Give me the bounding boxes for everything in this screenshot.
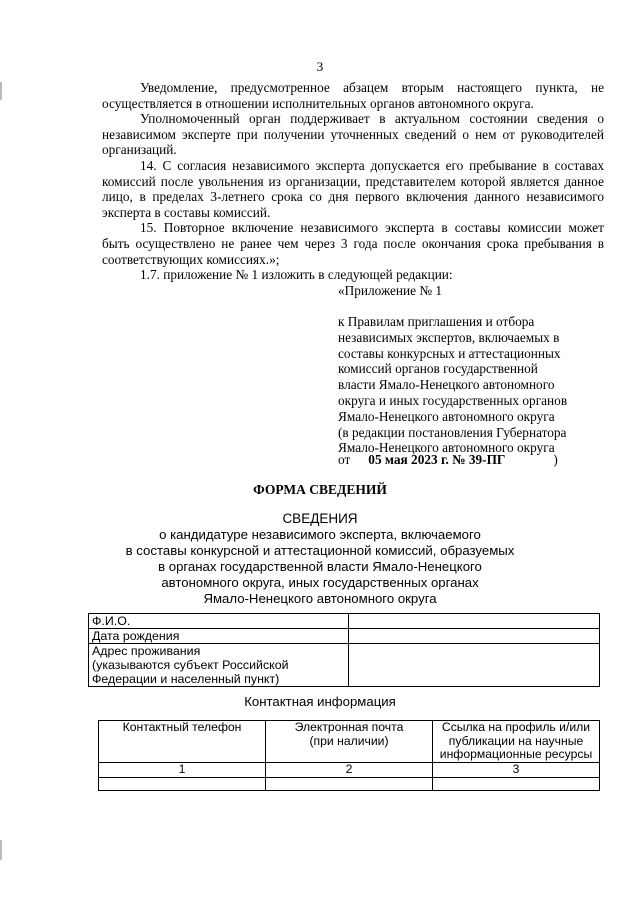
date-close: ) (553, 452, 558, 467)
appendix-line: к Правилам приглашения и отбора (338, 314, 535, 329)
personal-info-table (88, 613, 600, 687)
appendix-line: власти Ямало-Ненецкого автономного (338, 377, 555, 393)
appendix-line: округа и иных государственных органов (338, 392, 568, 408)
appendix-line: (в редакции постановления Губернатора (338, 424, 567, 440)
table-cell (266, 777, 433, 790)
subtitle-line: в составы конкурсной и аттестационной комиссий, образуемых (125, 543, 515, 558)
column-number: 3 (433, 763, 600, 778)
table-row (89, 644, 600, 687)
appendix-line: комиссий органов государственной (338, 361, 538, 377)
header-line: (при наличии) (309, 733, 389, 748)
label-line: Федерации и населенный пункт) (92, 672, 280, 686)
row-label: Дата рождения (89, 629, 349, 644)
row-value (349, 644, 600, 687)
header-line: Электронная почта (294, 720, 404, 734)
paragraph: Уведомление, предусмотренное абзацем вторым настоящего пункта, не осуществляется в отношении исполнительных органов автономного округа. (102, 80, 604, 111)
label-line: (указываются субъект Российской (92, 658, 289, 672)
subtitle-line: Ямало-Ненецкого автономного округа (203, 591, 437, 606)
table-row (89, 614, 600, 629)
paragraph: Уполномоченный орган поддерживает в актуальном состоянии сведения о независимом эксперте при получении уточненных сведений о нем от руководителей организаций. (102, 111, 604, 158)
appendix-heading (338, 314, 608, 456)
header-line: публикации на научные (448, 733, 584, 748)
label-line: Адрес проживания (92, 644, 201, 658)
form-title: ФОРМА СВЕДЕНИЙ (253, 482, 387, 497)
subtitle-line: в органах государственной власти Ямало-Ненецкого (158, 559, 482, 574)
table-header-row (99, 721, 600, 763)
row-value (349, 629, 600, 644)
scan-edge-mark (0, 840, 2, 860)
info-title: СВЕДЕНИЯ (282, 511, 358, 526)
info-subtitle (120, 527, 520, 607)
table-row (89, 629, 600, 644)
appendix-line: Ямало-Ненецкого автономного округа (338, 408, 555, 424)
row-label: Ф.И.О. (89, 614, 349, 629)
row-value (349, 614, 600, 629)
column-number: 2 (266, 763, 433, 778)
paragraph: 1.7. приложение № 1 изложить в следующей редакции: (140, 267, 453, 283)
paragraph: 14. С согласия независимого эксперта допускается его пребывание в составах комиссий после увольнения из организации, представителем которой является данное лицо, в пределах 3-летнего срока со дня первого включения данного независимого эксперта в составы комиссий. (102, 157, 604, 220)
table-cell (433, 777, 600, 790)
header-line: Контактный телефон (122, 720, 242, 734)
subtitle-line: автономного округа, иных государственных органах (161, 575, 479, 590)
scan-edge-mark (0, 82, 2, 100)
subtitle-line: о кандидатуре независимого эксперта, включаемого (159, 527, 481, 542)
contact-table (98, 720, 600, 791)
column-header (266, 721, 433, 763)
row-label (89, 644, 349, 687)
page-number: 3 (316, 59, 324, 74)
appendix-line: Ямало-Ненецкого автономного округа (338, 440, 555, 456)
appendix-line: независимых экспертов, включаемых в (338, 329, 560, 345)
column-number: 1 (99, 763, 266, 778)
header-line: Ссылка на профиль и/или (441, 720, 591, 734)
table-cell (99, 777, 266, 790)
table-row (99, 777, 600, 790)
column-header (99, 721, 266, 763)
date-prefix: от (338, 452, 351, 467)
decree-number: 05 мая 2023 г. № 39-ПГ (368, 452, 506, 467)
column-header (433, 721, 600, 763)
column-number-row (99, 763, 600, 778)
appendix-date-line (338, 452, 558, 468)
body-text (102, 80, 604, 283)
header-line: информационные ресурсы (439, 747, 593, 762)
paragraph: 15. Повторное включение независимого эксперта в составы комиссии может быть осуществлено не ранее чем через 3 года после окончания срока пребывания в соответствующих комиссиях.»; (102, 220, 604, 267)
appendix-line: составы конкурсных и аттестационных (338, 345, 561, 361)
appendix-title: «Приложение № 1 (338, 283, 442, 298)
contact-title: Контактная информация (244, 694, 396, 709)
